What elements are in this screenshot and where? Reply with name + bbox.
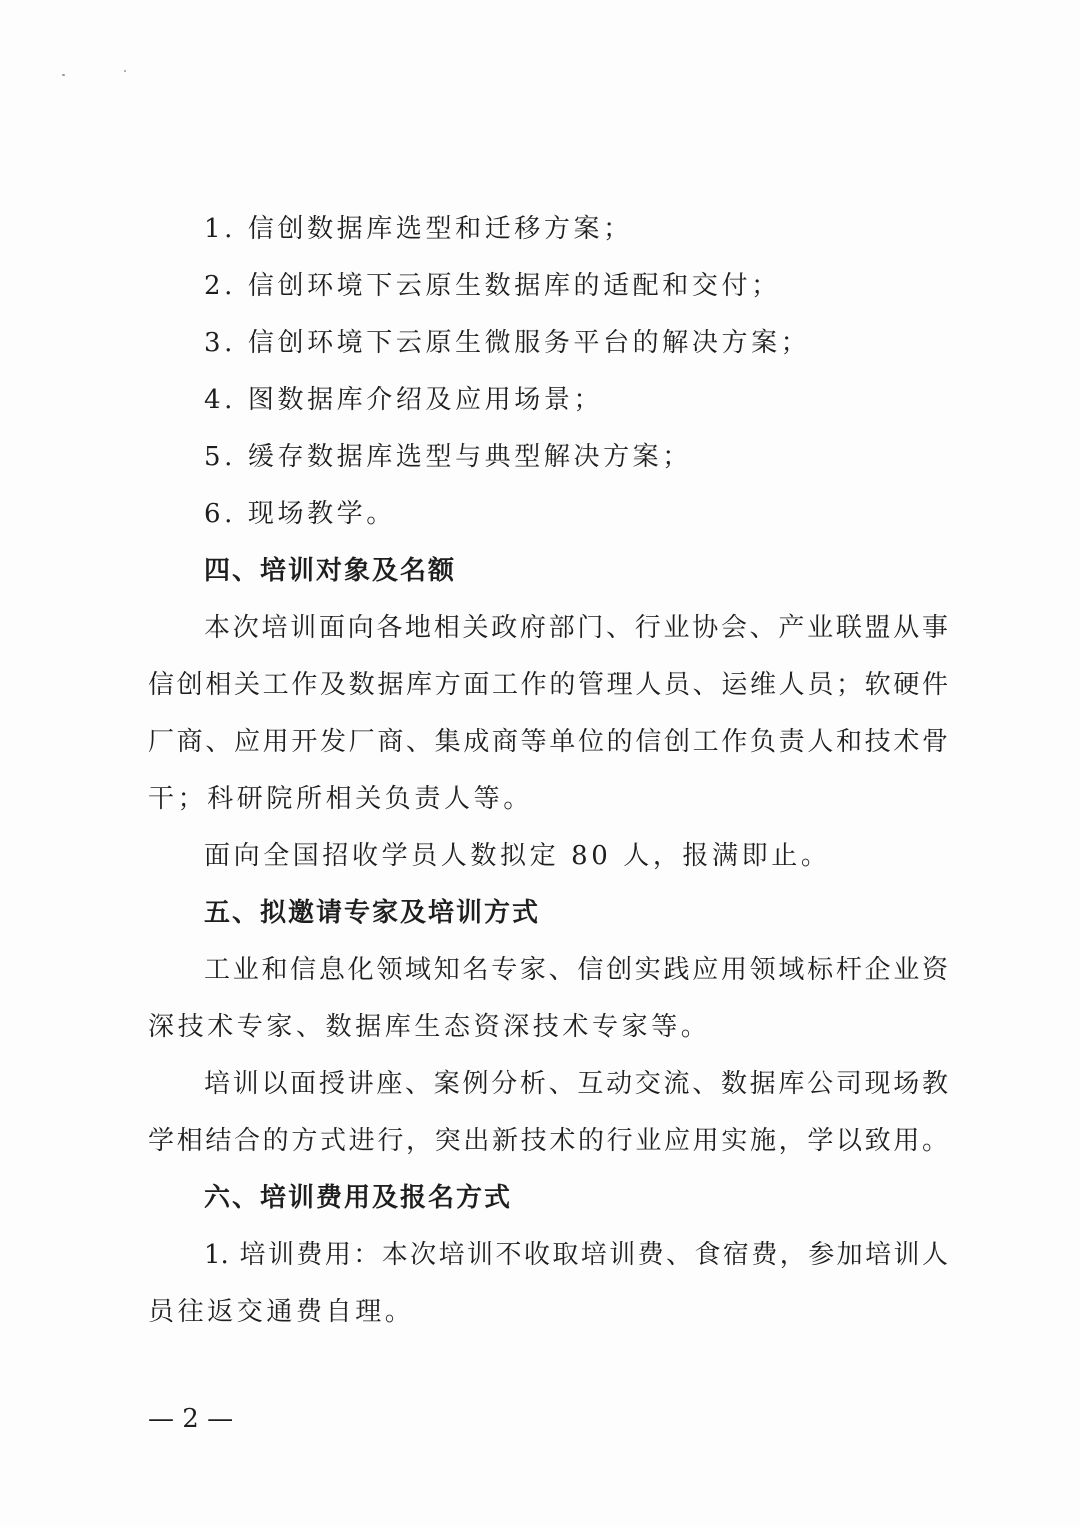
scan-speck <box>124 70 126 72</box>
course-item: 3. 信创环境下云原生微服务平台的解决方案； <box>204 328 811 358</box>
paragraph-line: 工业和信息化领域知名专家、信创实践应用领域标杆企业资 <box>204 955 948 985</box>
course-item: 6. 现场教学。 <box>204 499 396 529</box>
paragraph-line: 培训以面授讲座、案例分析、互动交流、数据库公司现场教 <box>204 1069 948 1099</box>
paragraph-line: 面向全国招收学员人数拟定 80 人，报满即止。 <box>204 841 831 871</box>
paragraph-line: 厂商、应用开发厂商、集成商等单位的信创工作负责人和技术骨 <box>148 727 948 757</box>
paragraph-line: 学相结合的方式进行，突出新技术的行业应用实施，学以致用。 <box>148 1126 948 1156</box>
scan-speck <box>62 74 65 76</box>
section-heading: 四、培训对象及名额 <box>204 556 457 586</box>
course-item: 1. 信创数据库选型和迁移方案； <box>204 214 633 244</box>
page-number: — 2 — <box>148 1404 234 1434</box>
paragraph-line: 本次培训面向各地相关政府部门、行业协会、产业联盟从事 <box>204 613 948 643</box>
course-item: 2. 信创环境下云原生数据库的适配和交付； <box>204 271 781 301</box>
paragraph-line: 1. 培训费用：本次培训不收取培训费、食宿费，参加培训人 <box>204 1240 948 1270</box>
course-item: 5. 缓存数据库选型与典型解决方案； <box>204 442 692 472</box>
paragraph-line: 员往返交通费自理。 <box>148 1297 415 1327</box>
paragraph-line: 深技术专家、数据库生态资深技术专家等。 <box>148 1012 711 1042</box>
paragraph-line: 干；科研院所相关负责人等。 <box>148 784 533 814</box>
section-heading: 六、培训费用及报名方式 <box>204 1183 513 1213</box>
course-item: 4. 图数据库介绍及应用场景； <box>204 385 604 415</box>
paragraph-line: 信创相关工作及数据库方面工作的管理人员、运维人员；软硬件 <box>148 670 948 700</box>
section-heading: 五、拟邀请专家及培训方式 <box>204 898 541 928</box>
